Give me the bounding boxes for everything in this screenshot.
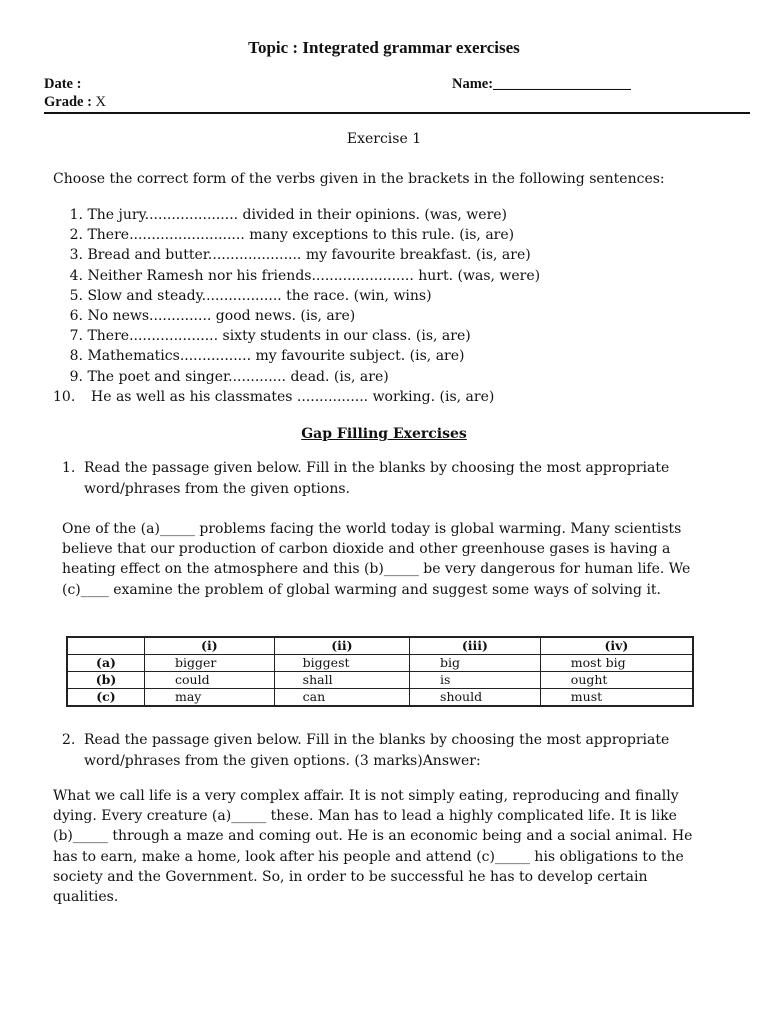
table-cell: can xyxy=(274,689,409,707)
grade-value: X xyxy=(95,94,107,110)
table-cell: bigger xyxy=(145,655,275,672)
row-label: (b) xyxy=(67,672,145,689)
name-field-label: Name:___________________ xyxy=(452,76,631,92)
page-title: Topic : Integrated grammar exercises xyxy=(248,38,520,57)
table-row xyxy=(67,655,693,672)
table-cell: most big xyxy=(540,655,693,672)
question-line: Read the passage given below. Fill in the blanks by choosing the most appropriate xyxy=(84,460,670,476)
list-item: 8. Mathematics................ my favourite subject. (is, are) xyxy=(69,348,465,365)
list-item: 4. Neither Ramesh nor his friends....................... hurt. (was, were) xyxy=(69,267,541,284)
passage-line: qualities. xyxy=(53,889,119,906)
passage-line: heating effect on the atmosphere and this (b)_____ be very dangerous for human life. We xyxy=(62,561,691,578)
table-cell: ought xyxy=(540,672,693,689)
list-item: 9. The poet and singer............. dead. (is, are) xyxy=(69,368,389,385)
list-item: 5. Slow and steady.................. the race. (win, wins) xyxy=(69,287,432,304)
passage-1 xyxy=(62,519,690,600)
table-header-cell xyxy=(67,637,145,655)
date-label: Date : xyxy=(44,76,82,92)
passage-line: believe that our production of carbon dioxide and other greenhouse gases is having a xyxy=(62,541,671,558)
list-item: 2. There.......................... many exceptions to this rule. (is, are) xyxy=(69,227,515,244)
passage-line: society and the Government. So, in order to be successful he has to develop certain xyxy=(53,868,648,885)
table-header-cell: (iii) xyxy=(410,637,541,655)
table-header-row xyxy=(67,637,693,655)
table-header-cell: (i) xyxy=(145,637,275,655)
section-heading: Gap Filling Exercises xyxy=(301,426,467,442)
list-item: 7. There.................... sixty students in our class. (is, are) xyxy=(69,328,471,345)
question-number: 2. xyxy=(62,732,76,748)
grade-line xyxy=(44,94,106,111)
question-1 xyxy=(62,458,744,499)
table-cell: big xyxy=(410,655,541,672)
question-line: word/phrases from the given options. (3 marks)Answer: xyxy=(84,752,481,769)
options-table xyxy=(66,636,694,707)
list-item: 1. The jury..................... divided in their opinions. (was, were) xyxy=(69,207,508,223)
passage-2 xyxy=(53,786,692,907)
table-cell: could xyxy=(145,672,275,689)
table-row xyxy=(67,672,693,689)
verb-question-list xyxy=(53,205,540,407)
table-cell: should xyxy=(410,689,541,707)
passage-line: dying. Every creature (a)_____ these. Man has to lead a highly complicated life. It is like xyxy=(53,808,677,825)
row-label: (c) xyxy=(67,689,145,707)
list-item: 6. No news.............. good news. (is, are) xyxy=(69,308,356,325)
passage-line: (b)_____ through a maze and coming out. He is an economic being and a social animal. He xyxy=(53,828,693,845)
exercise-title: Exercise 1 xyxy=(346,131,422,147)
question-line: word/phrases from the given options. xyxy=(84,480,350,497)
table-cell: must xyxy=(540,689,693,707)
grade-label: Grade : xyxy=(44,94,92,110)
passage-line: One of the (a)_____ problems facing the world today is global warming. Many scientists xyxy=(62,521,682,537)
table-row xyxy=(67,689,693,707)
table-header-cell: (ii) xyxy=(274,637,409,655)
table-cell: shall xyxy=(274,672,409,689)
exercise-instruction: Choose the correct form of the verbs given in the brackets in the following sentences: xyxy=(53,171,665,187)
list-item: 3. Bread and butter..................... my favourite breakfast. (is, are) xyxy=(69,247,531,264)
question-2 xyxy=(62,730,744,771)
passage-line: What we call life is a very complex affair. It is not simply eating, reproducing and finally xyxy=(53,788,679,804)
passage-line: (c)____ examine the problem of global warming and suggest some ways of solving it. xyxy=(62,581,661,598)
table-cell: biggest xyxy=(274,655,409,672)
table-cell: may xyxy=(145,689,275,707)
list-item: 10. He as well as his classmates ................ working. (is, are) xyxy=(53,388,495,405)
table-header-cell: (iv) xyxy=(540,637,693,655)
row-label: (a) xyxy=(67,655,145,672)
table-cell: is xyxy=(410,672,541,689)
question-number: 1. xyxy=(62,460,76,476)
passage-line: has to earn, make a home, look after his people and attend (c)_____ his obligations to the xyxy=(53,848,684,865)
header-divider xyxy=(44,112,750,114)
question-line: Read the passage given below. Fill in the blanks by choosing the most appropriate xyxy=(84,732,670,748)
